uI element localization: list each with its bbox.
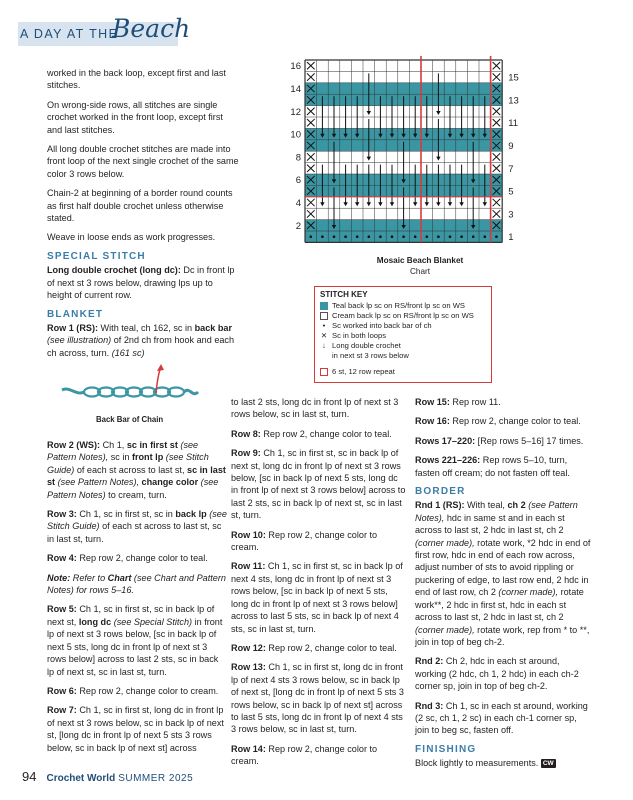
row-1-instruction: Row 1 (RS): With teal, ch 162, sc in back bar (see illustration) of 2nd ch from hook and each ch across, turn. (161 sc) xyxy=(47,322,235,358)
header-prefix: A DAY AT THE xyxy=(20,27,119,41)
note-paragraph: On wrong-side rows, all stitches are single crochet worked in the front loop, except first and last stitches. xyxy=(47,99,223,135)
note-paragraph: worked in the back loop, except first and last stitches. xyxy=(47,68,226,91)
row-15-instruction: Row 15: Rep row 11. xyxy=(415,397,501,407)
back-bar-dot xyxy=(344,235,347,238)
page-footer xyxy=(22,769,193,784)
back-bar-dot xyxy=(449,235,452,238)
key-item-cream: Cream back lp sc on RS/front lp sc on WS xyxy=(320,311,486,321)
back-bar-dot xyxy=(333,235,336,238)
key-item-long-dc-cont: in next st 3 rows below xyxy=(332,351,409,360)
row-label-right: 13 xyxy=(508,95,519,107)
back-bar-dot xyxy=(484,235,487,238)
cream-swatch-icon xyxy=(320,312,328,320)
row-label-left: 8 xyxy=(295,152,301,164)
row-10-instruction: Row 10: Rep row 2, change color to cream. xyxy=(231,529,378,553)
column-middle xyxy=(231,396,407,775)
mosaic-chart-svg xyxy=(283,55,553,250)
back-bar-dot xyxy=(472,235,475,238)
row-label-right: 5 xyxy=(508,186,514,198)
column-right xyxy=(415,396,593,777)
back-bar-dot xyxy=(391,235,394,238)
row-8-instruction: Row 8: Rep row 2, change color to teal. xyxy=(231,428,392,439)
row-label-left: 2 xyxy=(295,220,301,232)
chart-subtitle: Chart xyxy=(409,267,431,276)
chain-illustration-caption: Back Bar of Chain xyxy=(96,415,164,424)
row-7-instruction: Row 7: Ch 1, sc in first st, long dc in front lp of next st 3 rows below, sc in back lp of next st, [long dc in front lp of next 5 sts 3 rows below, sc in back lp of next st] across xyxy=(47,705,224,753)
rnd-2-instruction: Rnd 2: Ch 2, hdc in each st around, working (2 hdc, ch 1, 2 hdc) in each ch-2 corner sp, join in top of beg ch-2. xyxy=(415,656,579,692)
row-label-right: 11 xyxy=(508,118,519,130)
header-script: Beach xyxy=(112,14,191,43)
back-bar-dot xyxy=(414,235,417,238)
issue-date: SUMMER 2025 xyxy=(118,773,194,784)
crochet-world-logo-icon: CW xyxy=(542,760,554,768)
row-label-left: 6 xyxy=(295,175,301,187)
cream-row xyxy=(305,60,502,71)
back-bar-dot xyxy=(356,235,359,238)
finishing-text: Block lightly to measurements. CW xyxy=(415,758,554,769)
key-item-long-dc: ↓ Long double crochet xyxy=(320,341,486,351)
key-item-back-bar: • Sc worked into back bar of ch xyxy=(320,321,486,331)
magazine-name: Crochet World xyxy=(46,773,116,784)
back-bar-dot xyxy=(437,235,440,238)
back-bar-dot xyxy=(321,235,324,238)
rnd-1-instruction: Rnd 1 (RS): With teal, ch 2 (see Pattern Notes), hdc in same st and in each st across to last st, 2 hdc in last st, ch 2 (corner made), rotate work, *2 hdc in end of first row, hdc in end of each row across, adjust number of sts to avoid rippling or puckering of edge, to last row end, 2 hdc in end of last row, ch 2 (corner made), rotate work**, 2 hdc in first st, hdc in each st across to last st, 2 hdc in last st, ch 2 (corner made), rotate work, rep from * to **, join in top of beg ch-2. xyxy=(415,500,591,647)
row-label-left: 10 xyxy=(290,129,301,141)
row-16-instruction: Row 16: Rep row 2, change color to teal. xyxy=(415,416,581,427)
row-label-right: 1 xyxy=(508,232,514,244)
special-stitch-text: Long double crochet (long dc): Dc in front lp of next st 3 rows below, drawing lps up to height of current row. xyxy=(47,265,235,301)
chart-title: Mosaic Beach Blanket xyxy=(376,256,464,265)
row-4-instruction: Row 4: Rep row 2, change color to teal. xyxy=(47,553,208,564)
row-label-left: 14 xyxy=(290,84,301,95)
column-left-top xyxy=(47,67,239,366)
down-arrow-icon: ↓ xyxy=(322,341,326,350)
row-13-instruction: Row 13: Ch 1, sc in first st, long dc in front lp of next 4 sts 3 rows below, sc in back lp of next st, [long dc in front lp of next 5 sts 3 rows below, sc in back lp of next st] across to last 5 sts, long dc in front lp of next 4 sts 3 rows below, sc in last st, turn. xyxy=(231,662,404,735)
row-3-instruction: Row 3: Ch 1, sc in first st, sc in back lp (see Stitch Guide) of each st across to last st, sc in last st, turn. xyxy=(47,509,227,544)
stitch-key-title: STITCH KEY xyxy=(320,290,368,299)
rnd-3-instruction: Rnd 3: Ch 1, sc in each st around, working (2 sc, ch 1, 2 sc) in each ch-1 corner sp, join to beg sc, fasten off. xyxy=(415,700,588,736)
border-heading: BORDER xyxy=(415,486,466,498)
stitch-key xyxy=(314,286,492,383)
special-stitch-heading: SPECIAL STITCH xyxy=(47,250,146,262)
row-label-left: 4 xyxy=(295,198,301,209)
cream-row xyxy=(305,71,502,82)
row-6-instruction: Row 6: Rep row 2, change color to cream. xyxy=(47,685,219,696)
row-label-right: 3 xyxy=(508,209,514,221)
row-9-instruction: Row 9: Ch 1, sc in first st, sc in back lp of next st, long dc in front lp of next st 3 rows below, [sc in back lp of next 5 sts, long dc in front lp of next st 3 rows below] across to last 2 sts, sc in back lp of next st, sc in last st, turn. xyxy=(231,448,406,521)
back-bar-dot xyxy=(379,235,382,238)
back-bar-of-chain-illustration xyxy=(60,362,200,412)
row-14-instruction: Row 14: Rep row 2, change color to cream. xyxy=(231,743,378,767)
row-label-left: 12 xyxy=(290,106,301,118)
back-bar-dot xyxy=(426,235,429,238)
note-paragraph: All long double crochet stitches are made into front loop of the next single crochet of the same color 3 rows below. xyxy=(47,144,239,179)
note-paragraph: Weave in loose ends as work progresses. xyxy=(47,232,216,243)
page-number: 94 xyxy=(22,769,37,784)
row-label-left: 16 xyxy=(290,61,301,73)
row-2-instruction: Row 2 (WS): Ch 1, sc in first st (see Pattern Notes), sc in front lp (see Stitch Guide) of each st across to last st, sc in last st (see Pattern Notes), change color (see Pattern Notes) to cream, turn. xyxy=(47,440,226,500)
key-item-both-loops: ✕ Sc in both loops xyxy=(320,331,387,340)
teal-swatch-icon xyxy=(320,302,328,310)
back-bar-dot xyxy=(310,235,313,238)
x-icon: ✕ xyxy=(320,331,328,340)
back-bar-dot xyxy=(402,235,405,238)
section-header xyxy=(18,14,191,46)
row-7-continued: to last 2 sts, long dc in front lp of next st 3 rows below, sc in last st, turn. xyxy=(231,397,399,420)
repeat-swatch-icon xyxy=(320,368,328,376)
dot-icon: • xyxy=(322,321,326,330)
column-left-bottom xyxy=(47,439,227,761)
row-label-right: 7 xyxy=(508,163,514,175)
key-item-teal: Teal back lp sc on RS/front lp sc on WS xyxy=(320,301,486,311)
finishing-heading: FINISHING xyxy=(415,743,477,755)
row-12-instruction: Row 12: Rep row 2, change color to teal. xyxy=(231,642,397,653)
rows-221-226-instruction: Rows 221–226: Rep rows 5–10, turn, fasten off cream; do not fasten off teal. xyxy=(415,455,570,478)
back-bar-dot xyxy=(460,235,463,238)
key-item-repeat: 6 st, 12 row repeat xyxy=(320,367,486,377)
row-11-instruction: Row 11: Ch 1, sc in first st, sc in back lp of next 4 sts, long dc in front lp of next st 3 rows below, [sc in back lp of next 5 sts, long dc in front lp of next st 3 rows below] across to last 5 sts, sc in back lp of next 4 sts, sc in last st, turn. xyxy=(231,561,403,634)
chart-note: Note: Refer to Chart (see Chart and Pattern Notes) for rows 5–16. xyxy=(47,572,226,596)
rows-17-220-instruction: Rows 17–220: [Rep rows 5–16] 17 times. xyxy=(415,435,584,446)
row-5-instruction: Row 5: Ch 1, sc in first st, sc in back lp of next st, long dc (see Special Stitch) in front lp of next st 3 rows below, [sc in back lp of next 5 sts, long dc in front lp of next st 3 rows below] across to last 2 sts, sc in back lp of next st, sc in last st, turn. xyxy=(47,604,223,677)
row-label-right: 9 xyxy=(508,141,514,152)
note-paragraph: Chain-2 at beginning of a border round counts as first half double crochet unless otherwise stated. xyxy=(47,188,233,224)
back-bar-dot xyxy=(368,235,371,238)
mosaic-chart xyxy=(283,55,553,250)
blanket-heading: BLANKET xyxy=(47,308,104,320)
teal-row xyxy=(305,83,502,94)
back-bar-dot xyxy=(495,235,498,238)
row-label-right: 15 xyxy=(508,72,519,84)
